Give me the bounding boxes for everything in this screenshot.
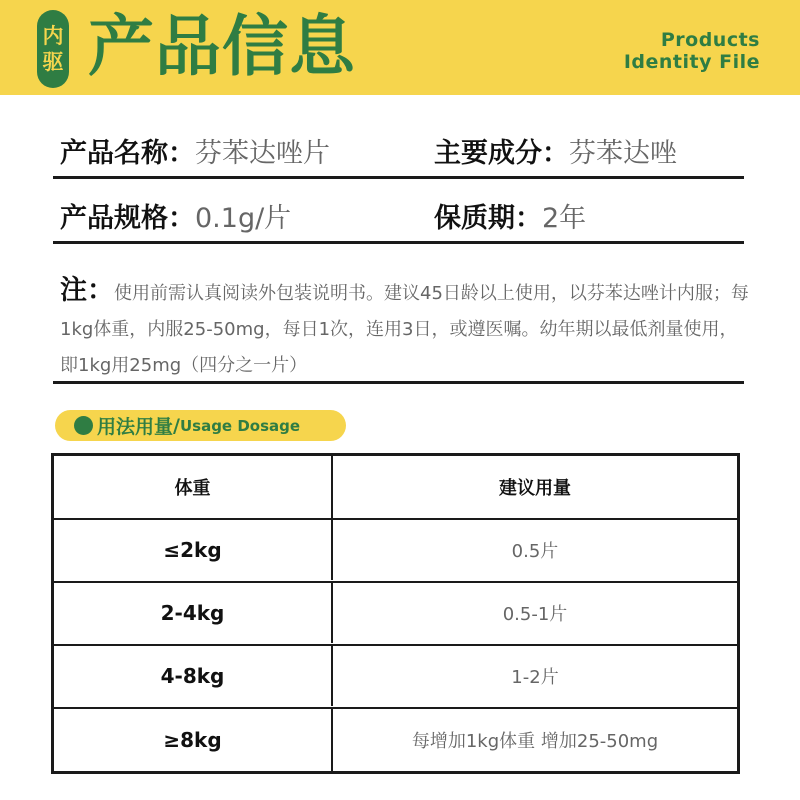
shelf-life-label: 保质期： <box>434 203 542 234</box>
usage-title-separator: / <box>173 414 180 437</box>
english-subtitle <box>624 29 760 73</box>
weight-cell: 4-8kg <box>54 646 333 706</box>
product-name-value: 芬苯达唑片 <box>195 138 330 169</box>
dosage-cell: 每增加1kg体重 增加25-50mg <box>411 731 659 752</box>
dosage-cell: 1-2片 <box>511 667 559 688</box>
usage-note <box>60 273 750 384</box>
table-header-row <box>54 456 737 518</box>
category-tag-char-2: 驱 <box>42 50 64 74</box>
dosage-table <box>51 453 740 774</box>
product-spec <box>60 201 291 237</box>
table-row <box>54 644 737 706</box>
usage-title-cn: 用法用量 <box>97 416 174 438</box>
main-ingredient-value: 芬苯达唑 <box>569 138 677 169</box>
note-label: 注： <box>60 275 114 306</box>
header-dosage: 建议用量 <box>499 478 571 499</box>
bullet-dot-icon <box>74 416 93 435</box>
english-subtitle-line-2: Identity File <box>623 51 760 73</box>
product-name-label: 产品名称： <box>60 138 195 169</box>
usage-title-en: Usage Dosage <box>179 416 301 435</box>
english-subtitle-line-1: Products <box>660 29 760 51</box>
category-tag-char-1: 内 <box>42 24 64 48</box>
dosage-cell: 0.5-1片 <box>502 604 568 625</box>
table-row <box>54 707 737 771</box>
page-title: 产品信息 <box>88 8 356 85</box>
shelf-life-value: 2年 <box>542 203 587 234</box>
table-row <box>54 581 737 643</box>
header-banner <box>0 0 800 95</box>
main-ingredient-label: 主要成分： <box>434 138 569 169</box>
divider-3 <box>53 381 744 384</box>
product-name <box>60 136 330 172</box>
header-weight: 体重 <box>54 456 333 518</box>
category-tag <box>37 10 69 88</box>
weight-cell: ≥8kg <box>54 709 333 771</box>
weight-cell: ≤2kg <box>54 520 333 580</box>
dosage-cell: 0.5片 <box>511 541 559 562</box>
main-ingredient <box>434 136 677 172</box>
usage-dosage-heading <box>55 410 346 441</box>
divider-1 <box>53 176 744 179</box>
weight-cell: 2-4kg <box>54 583 333 643</box>
divider-2 <box>53 241 744 244</box>
product-spec-value: 0.1g/片 <box>195 203 292 234</box>
table-row <box>54 518 737 580</box>
shelf-life <box>434 201 586 237</box>
note-text: 使用前需认真阅读外包装说明书。建议45日龄以上使用，以芬苯达唑计内服；每1kg体重，内服25-50mg，每日1次，连用3日，或遵医嘱。幼年期以最低剂量使用，即1kg用25mg（四分之一片） <box>60 283 749 376</box>
product-spec-label: 产品规格： <box>60 203 195 234</box>
